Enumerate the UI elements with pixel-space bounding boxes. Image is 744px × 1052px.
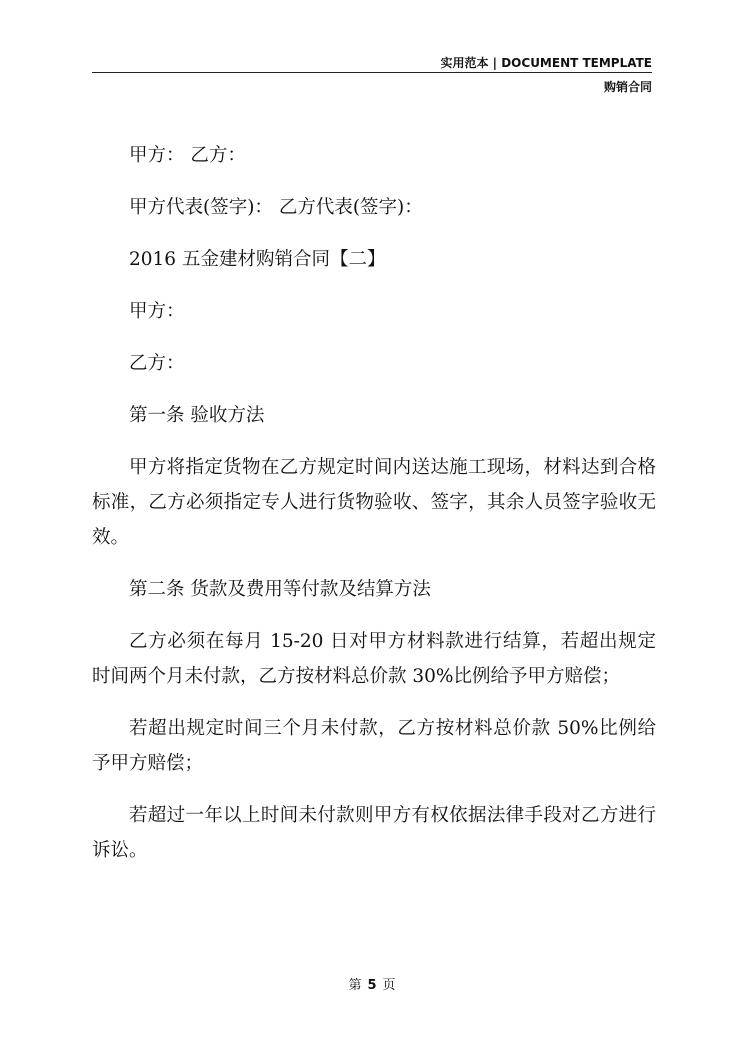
paragraph-article-1-body: 甲方将指定货物在乙方规定时间内送达施工现场，材料达到合格标准，乙方必须指定专人进行货物验收、签字，其余人员签字验收无效。: [92, 457, 656, 548]
paragraph-party-a: 甲方：: [129, 301, 185, 322]
header-divider: [92, 72, 652, 73]
paragraph-article-2-body-3: 若超过一年以上时间未付款则甲方有权依据法律手段对乙方进行诉讼。: [92, 805, 656, 861]
paragraph-representatives: 甲方代表(签字)： 乙方代表(签字)：: [129, 197, 423, 218]
paragraph-article-2-body-1: 乙方必须在每月 15-20 日对甲方材料款进行结算，若超出规定时间两个月未付款，乙方按材料总价款 30%比例给予甲方赔偿；: [92, 631, 656, 687]
paragraph-contract-title: 2016 五金建材购销合同【二】: [129, 249, 386, 270]
paragraph-party-b: 乙方：: [129, 353, 185, 374]
page-prefix: 第: [348, 978, 362, 993]
paragraph-article-1-heading: 第一条 验收方法: [129, 405, 265, 426]
page-suffix: 页: [382, 978, 396, 993]
paragraph-article-2-body-2: 若超出规定时间三个月未付款，乙方按材料总价款 50%比例给予甲方赔偿；: [92, 718, 656, 774]
page-number: 5: [367, 978, 377, 993]
document-body: [92, 138, 656, 885]
page-footer: [0, 974, 744, 993]
paragraph-article-2-heading: 第二条 货款及费用等付款及结算方法: [129, 579, 431, 600]
header-subtitle: 购销合同: [603, 80, 652, 94]
header-title: 实用范本 | DOCUMENT TEMPLATE: [440, 56, 652, 70]
paragraph-parties: 甲方： 乙方：: [129, 145, 246, 166]
